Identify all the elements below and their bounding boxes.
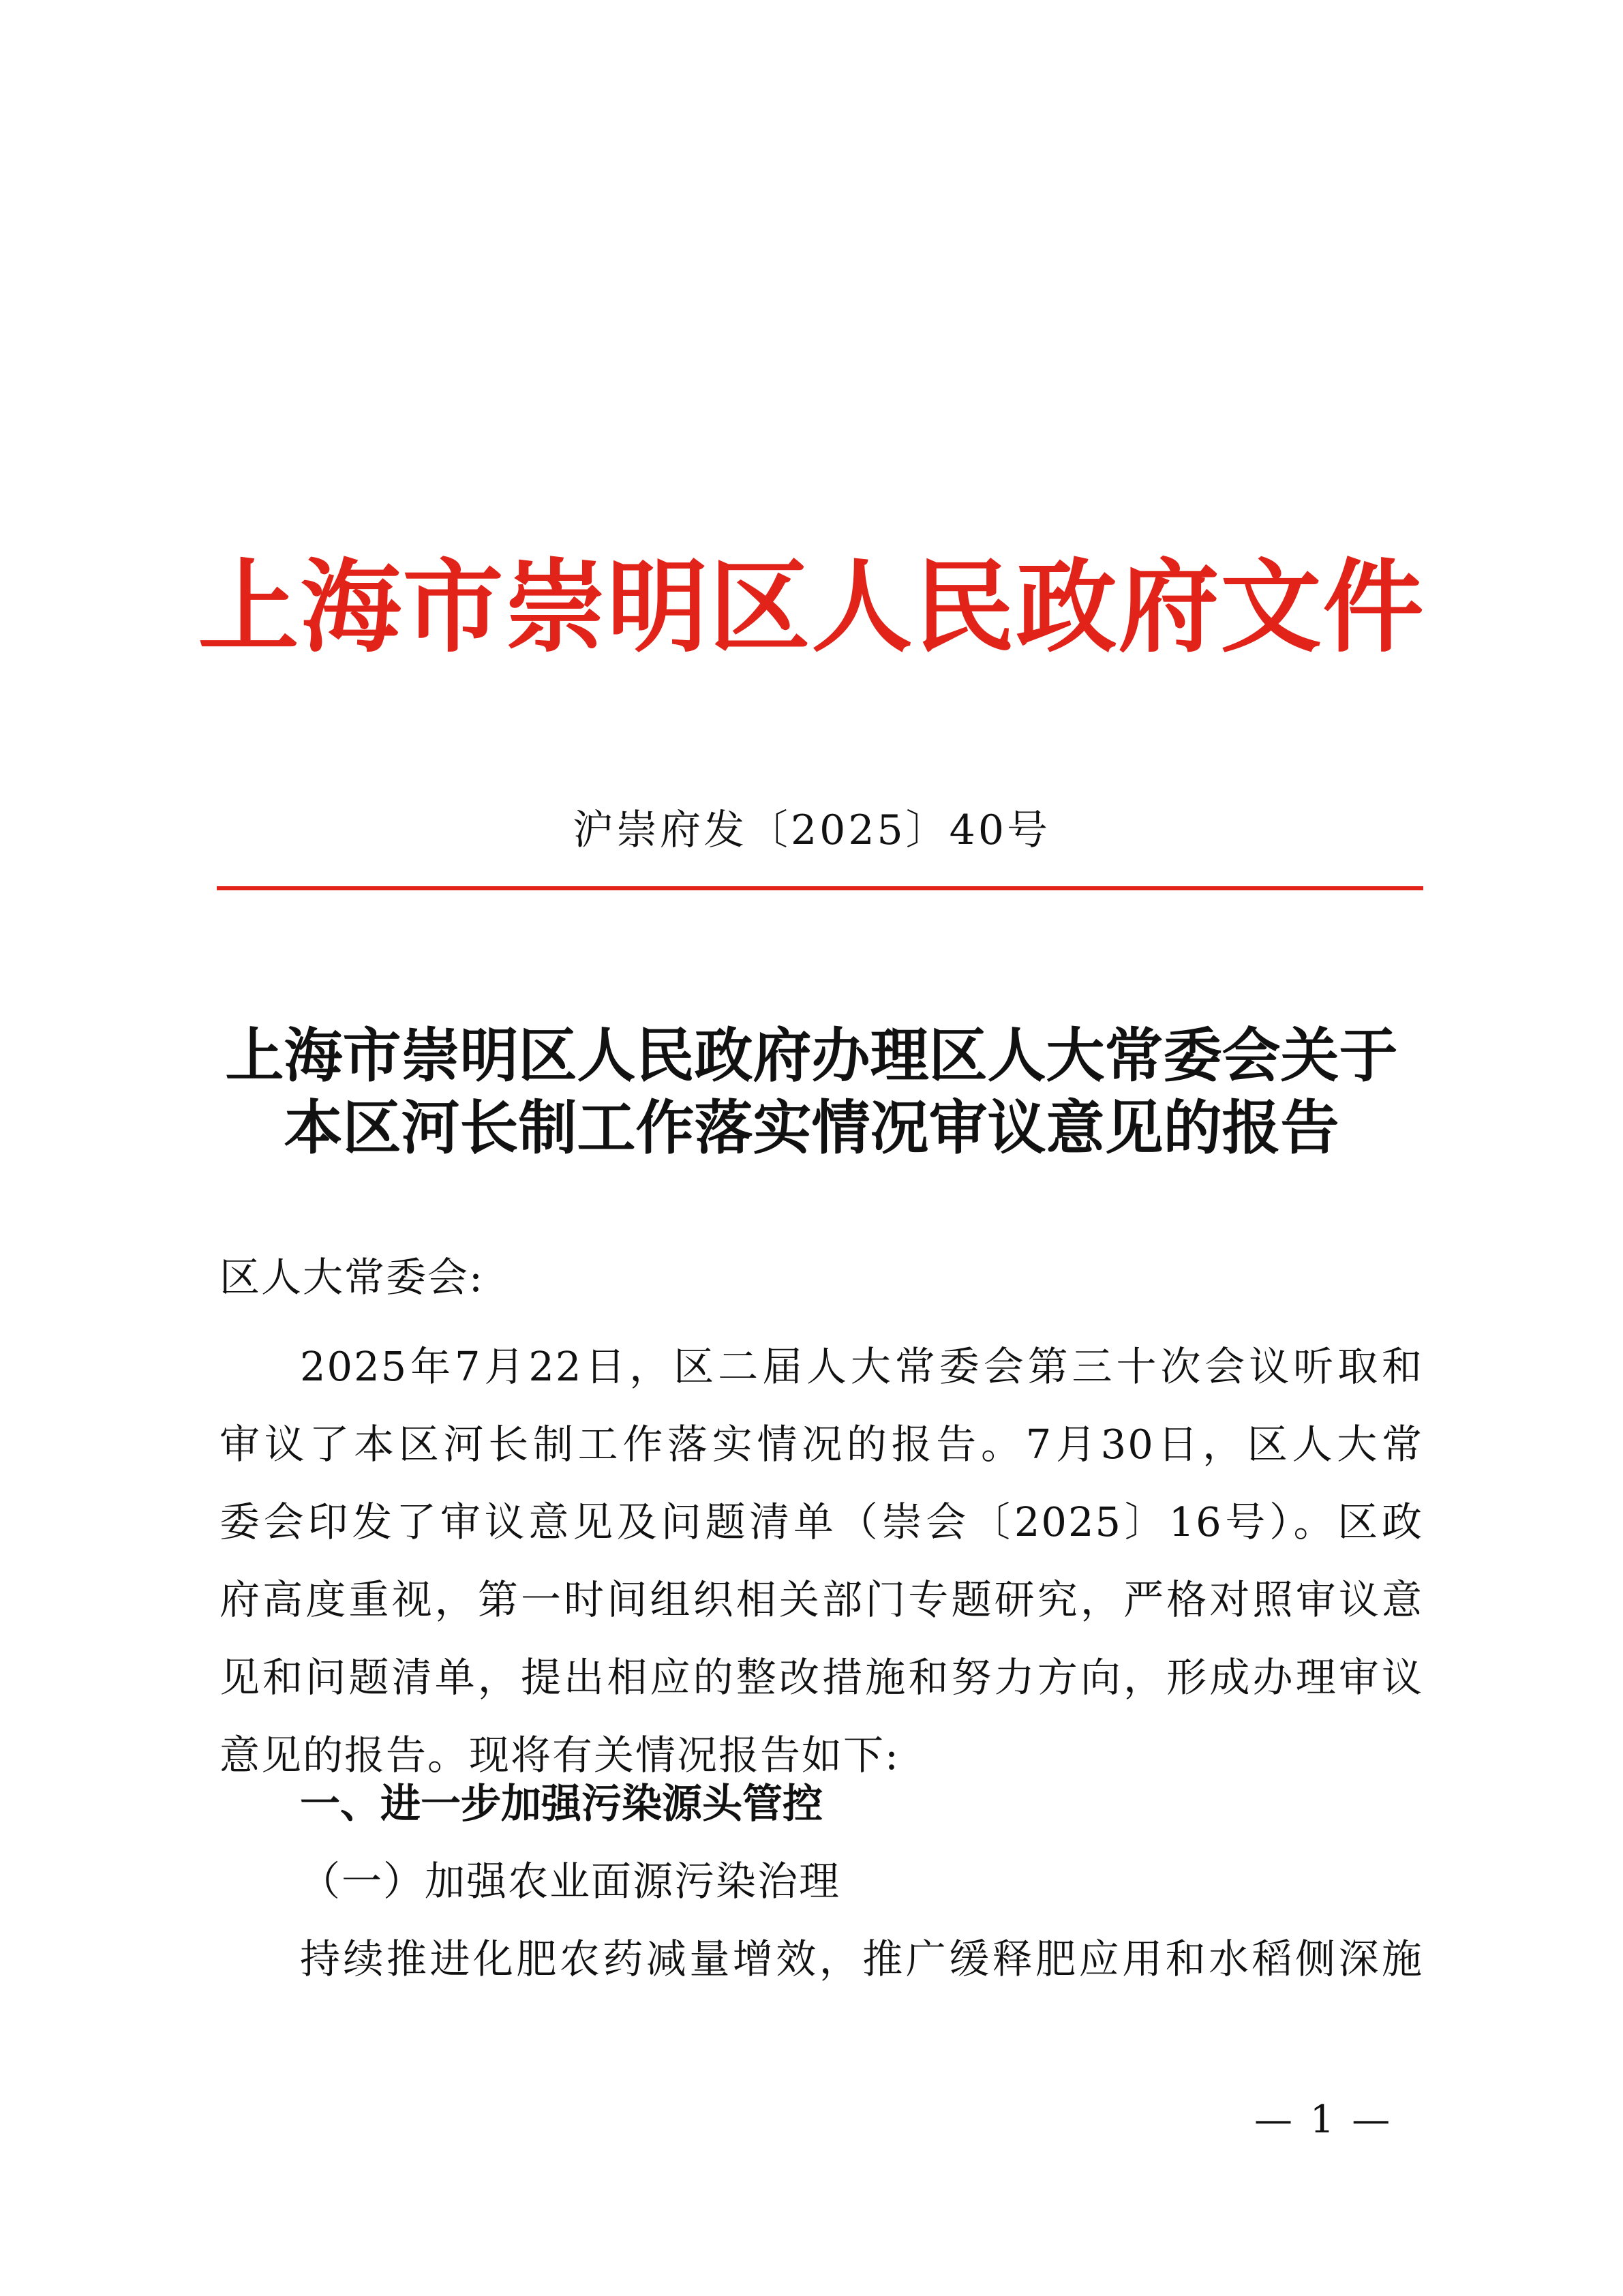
document-number: 沪崇府发〔2025〕40号 [572,806,1051,854]
paragraph-line: 府高度重视，第一时间组织相关部门专题研究，严格对照审议意 [219,1576,1423,1623]
paragraph-line: 审议了本区河长制工作落实情况的报告。7月30日，区人大常 [219,1421,1423,1468]
section-heading-1: 一、进一步加强污染源头管控 [300,1780,823,1827]
subsection-heading-1: （一）加强农业面源污染治理 [300,1858,841,1905]
paragraph-line: 见和问题清单，提出相应的整改措施和努力方向，形成办理审议 [219,1654,1423,1701]
document-masthead: 上海市崇明区人民政府文件 [198,547,1425,666]
page-number: — 1 — [1254,2098,1393,2142]
red-separator-line [217,886,1423,890]
paragraph-line: 2025年7月22日，区二届人大常委会第三十次会议听取和 [300,1343,1423,1390]
paragraph-line: 委会印发了审议意见及问题清单（崇会〔2025〕16号）。区政 [219,1498,1423,1545]
title-line-1: 上海市崇明区人民政府办理区人大常委会关于 [225,1021,1398,1090]
salutation: 区人大常委会: [219,1254,484,1301]
intro-paragraph [219,1328,1423,1794]
document-title [0,1020,1623,1164]
continuation-line: 持续推进化肥农药减量增效，推广缓释肥应用和水稻侧深施 [300,1935,1423,1982]
title-line-2: 本区河长制工作落实情况审议意见的报告 [284,1093,1339,1162]
paragraph-line: 意见的报告。现将有关情况报告如下: [219,1732,900,1779]
